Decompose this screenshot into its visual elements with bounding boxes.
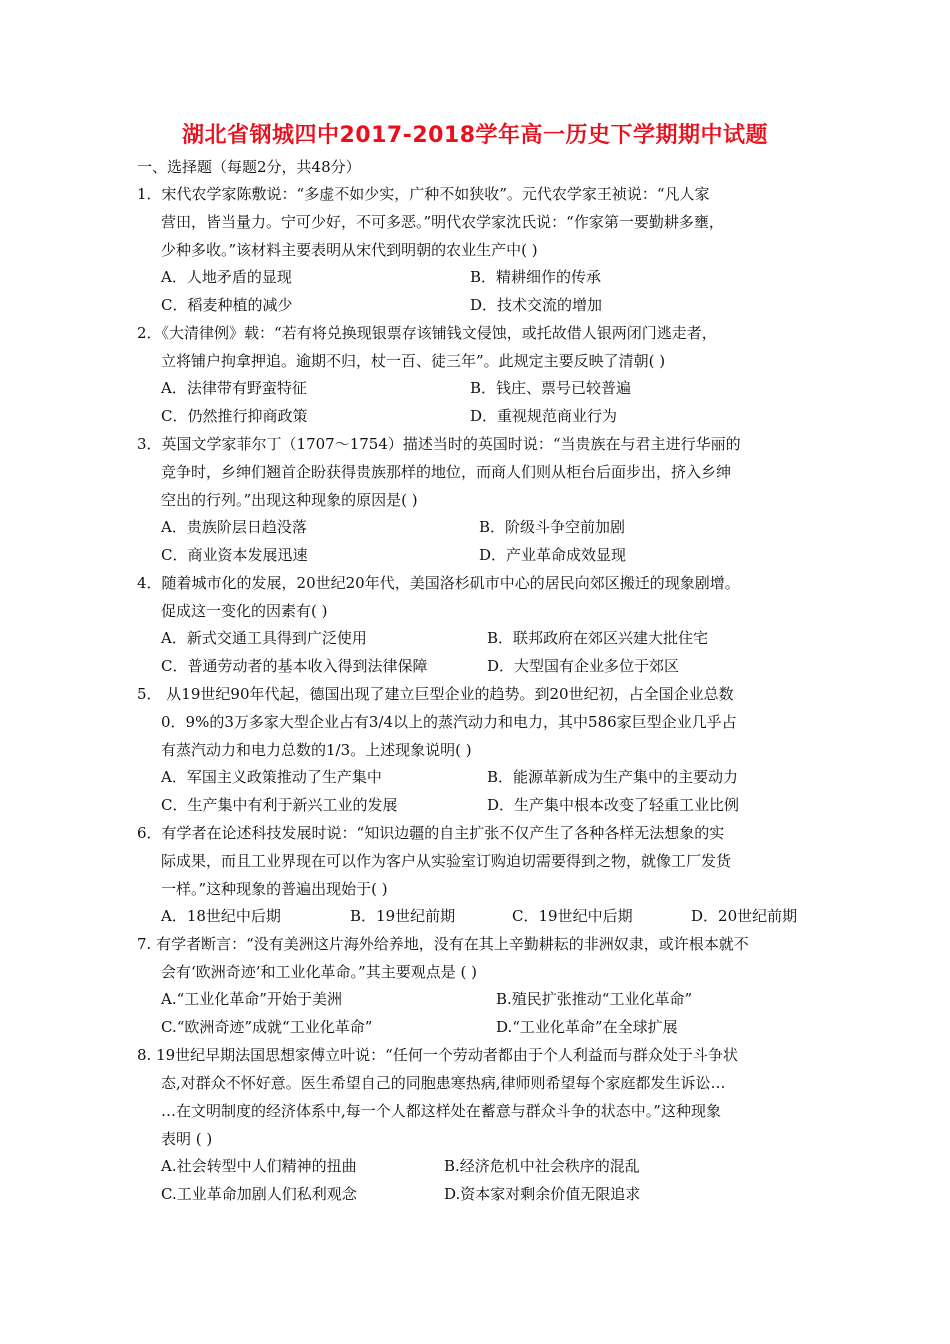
question-text: 会有‘欧洲奇迹’和工业化革命。”其主要观点是 ( ) bbox=[161, 963, 477, 981]
question-text: 有蒸汽动力和电力总数的1/3。上述现象说明( ) bbox=[161, 741, 472, 759]
question-text: 1．宋代农学家陈敷说：“多虚不如少实，广种不如狭收”。元代农学家王祯说：“凡人家 bbox=[137, 185, 710, 203]
option-d: D.“工业化革命”在全球扩展 bbox=[496, 1018, 678, 1036]
option-b: B．阶级斗争空前加剧 bbox=[479, 518, 626, 536]
option-a: A．人地矛盾的显现 bbox=[161, 268, 292, 286]
option-b: B．能源革新成为生产集中的主要动力 bbox=[487, 768, 739, 786]
option-a: A.“工业化革命”开始于美洲 bbox=[161, 990, 342, 1008]
option-a: A．18世纪中后期 bbox=[161, 907, 281, 925]
question-text: 空出的行列。”出现这种现象的原因是( ) bbox=[161, 491, 418, 509]
option-d: D．重视规范商业行为 bbox=[470, 407, 618, 425]
option-a: A．军国主义政策推动了生产集中 bbox=[161, 768, 382, 786]
question-text: 8. 19世纪早期法国思想家傅立叶说：“任何一个劳动者都由于个人利益而与群众处于斗争状 bbox=[137, 1046, 738, 1064]
question-text: 表明 ( ) bbox=[161, 1130, 213, 1148]
option-d: D．20世纪前期 bbox=[691, 907, 798, 925]
question-text: 6．有学者在论述科技发展时说：“知识边疆的自主扩张不仅产生了各种各样无法想象的实 bbox=[137, 824, 725, 842]
question-text: 少种多收。”该材料主要表明从宋代到明朝的农业生产中( ) bbox=[161, 241, 538, 259]
question-text: 际成果，而且工业界现在可以作为客户从实验室订购迫切需要得到之物，就像工厂发货 bbox=[161, 852, 732, 870]
option-c: C．商业资本发展迅速 bbox=[161, 546, 308, 564]
option-c: C．19世纪中后期 bbox=[512, 907, 633, 925]
option-c: C.“欧洲奇迹”成就“工业化革命” bbox=[161, 1018, 373, 1036]
question-text: 态,对群众不怀好意。医生希望自己的同胞患寒热病,律师则希望每个家庭都发生诉讼… bbox=[161, 1074, 726, 1092]
option-b: B．19世纪前期 bbox=[350, 907, 456, 925]
option-a: A．贵族阶层日趋没落 bbox=[161, 518, 307, 536]
question-text: 一样。”这种现象的普遍出现始于( ) bbox=[161, 880, 388, 898]
question-text: 5． 从19世纪90年代起，德国出现了建立巨型企业的趋势。到20世纪初，占全国企业总数 bbox=[137, 685, 734, 703]
question-text: 7. 有学者断言：“没有美洲这片海外给养地，没有在其上辛勤耕耘的非洲奴隶，或许根本就不 bbox=[137, 935, 749, 953]
option-b: B．钱庄、票号已较普遍 bbox=[470, 379, 632, 397]
option-d: D.资本家对剩余价值无限追求 bbox=[444, 1185, 641, 1203]
question-text: 促成这一变化的因素有( ) bbox=[161, 602, 328, 620]
question-text: 0．9%的3万多家大型企业占有3/4以上的蒸汽动力和电力，其中586家巨型企业几乎占 bbox=[161, 713, 737, 731]
question-text: 3．英国文学家菲尔丁（1707～1754）描述当时的英国时说：“当贵族在与君主进行华丽的 bbox=[137, 435, 741, 453]
option-d: D．大型国有企业多位于郊区 bbox=[487, 657, 680, 675]
option-c: C．仍然推行抑商政策 bbox=[161, 407, 308, 425]
option-c: C．生产集中有利于新兴工业的发展 bbox=[161, 796, 398, 814]
option-a: A．新式交通工具得到广泛使用 bbox=[161, 629, 367, 647]
option-b: B．联邦政府在郊区兴建大批住宅 bbox=[487, 629, 709, 647]
option-b: B.经济危机中社会秩序的混乱 bbox=[444, 1157, 640, 1175]
section-heading: 一、选择题（每题2分，共48分） bbox=[137, 158, 361, 176]
question-text: 竞争时，乡绅们翘首企盼获得贵族那样的地位，而商人们则从柜台后面步出，挤入乡绅 bbox=[161, 463, 732, 481]
page-title: 湖北省钢城四中2017-2018学年高一历史下学期期中试题 bbox=[181, 123, 769, 148]
question-text: 营田，皆当量力。宁可少好，不可多恶。”明代农学家沈氏说：“作家第一要勤耕多壅， bbox=[161, 213, 724, 231]
option-c: C．稻麦种植的减少 bbox=[161, 296, 293, 314]
question-text: 2．《大清律例》载：“若有将兑换现银票存该铺钱文侵蚀，或托故借人银两闭门逃走者， bbox=[137, 324, 717, 342]
option-c: C．普通劳动者的基本收入得到法律保障 bbox=[161, 657, 428, 675]
option-a: A.社会转型中人们精神的扭曲 bbox=[161, 1157, 357, 1175]
question-text: 立将铺户拘拿押追。逾期不归，杖一百、徒三年”。此规定主要反映了清朝( ) bbox=[161, 352, 666, 370]
option-b: B.殖民扩张推动“工业化革命” bbox=[496, 990, 693, 1008]
option-d: D．技术交流的增加 bbox=[470, 296, 603, 314]
question-text: 4．随着城市化的发展，20世纪20年代，美国洛杉矶市中心的居民向郊区搬迁的现象剧增。 bbox=[137, 574, 740, 592]
option-d: D．生产集中根本改变了轻重工业比例 bbox=[487, 796, 740, 814]
option-b: B．精耕细作的传承 bbox=[470, 268, 602, 286]
option-d: D．产业革命成效显现 bbox=[479, 546, 627, 564]
option-a: A．法律带有野蛮特征 bbox=[161, 379, 307, 397]
option-c: C.工业革命加剧人们私利观念 bbox=[161, 1185, 357, 1203]
question-text: …在文明制度的经济体系中,每一个人都这样处在蓄意与群众斗争的状态中。”这种现象 bbox=[161, 1102, 721, 1120]
